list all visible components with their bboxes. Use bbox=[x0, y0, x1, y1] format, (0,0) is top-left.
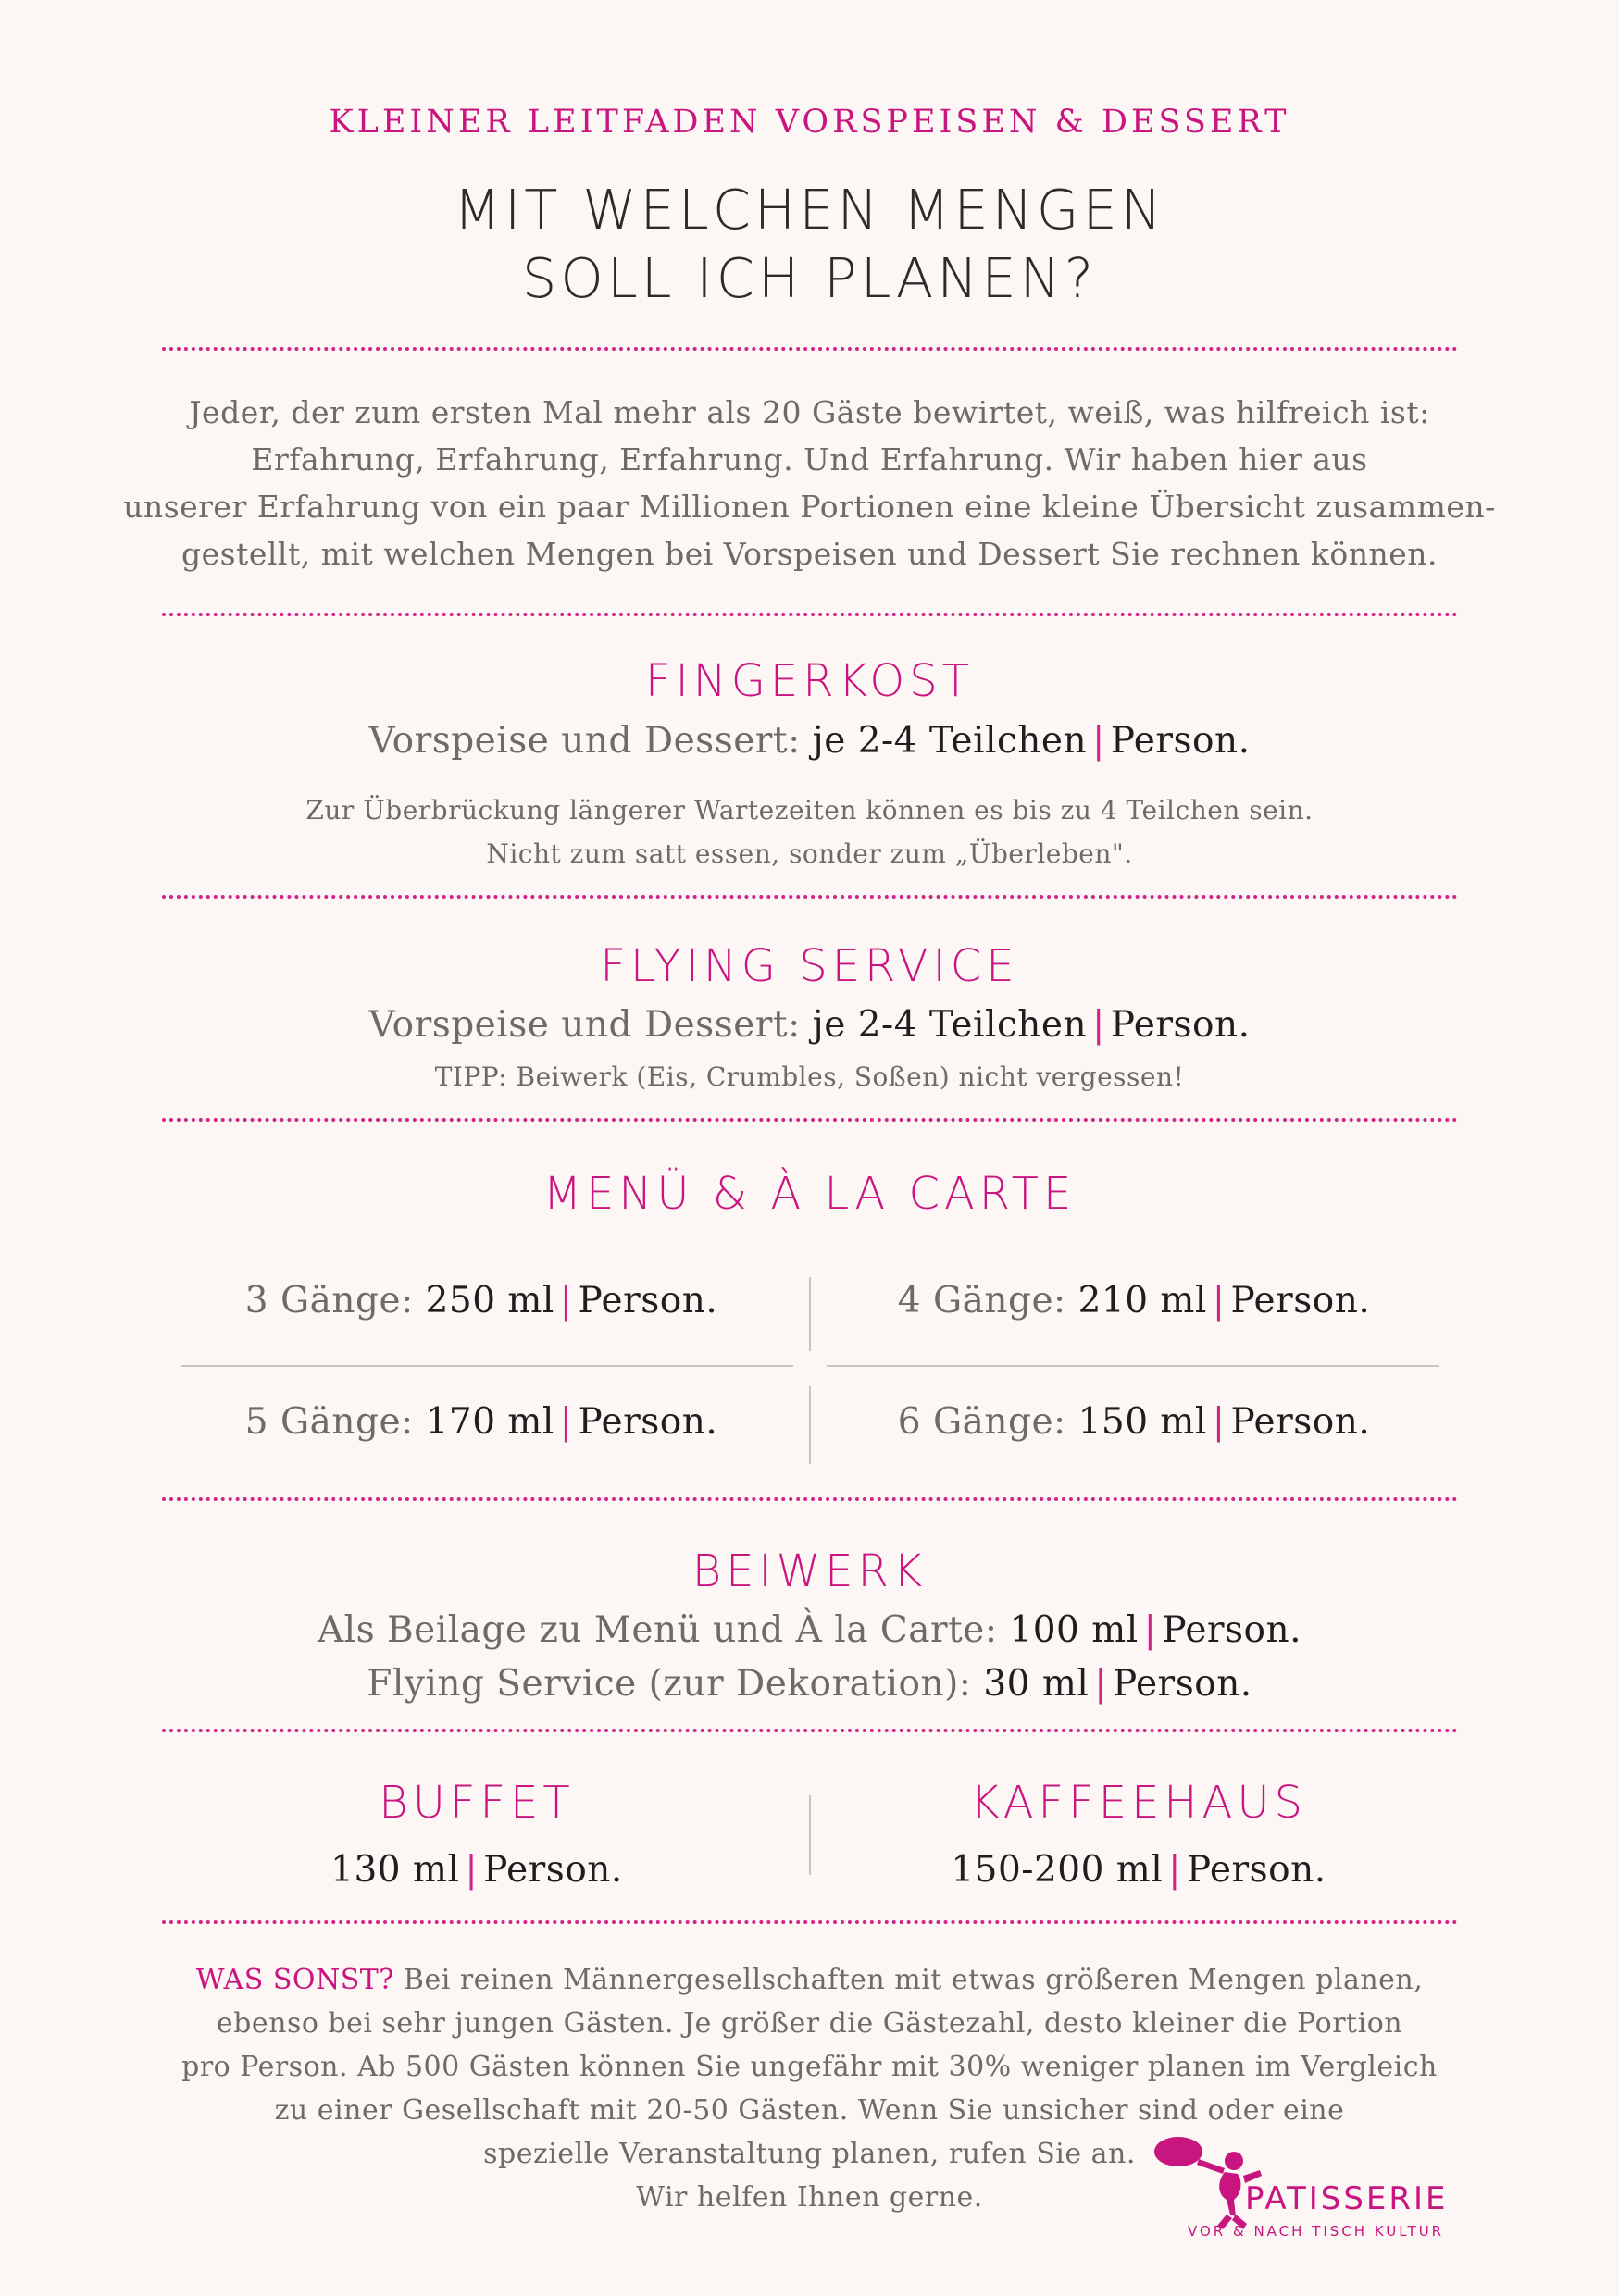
separator: | bbox=[1143, 1609, 1157, 1651]
flying-service-tip: TIPP: Beiwerk (Eis, Crumbles, Soßen) nicht vergessen! bbox=[434, 1061, 1185, 1092]
menu-item-label: 6 Gänge: bbox=[897, 1401, 1066, 1443]
grid-divider-vertical bbox=[809, 1795, 811, 1875]
menu-item-unit: Person. bbox=[1230, 1401, 1371, 1443]
separator: | bbox=[1212, 1280, 1226, 1322]
dotted-divider bbox=[162, 895, 1458, 899]
kaffeehaus-quantity bbox=[833, 1843, 1444, 1897]
grid-divider-horizontal bbox=[181, 1365, 793, 1367]
outro-line: spezielle Veranstaltung planen, rufen Sie an. bbox=[483, 2138, 1136, 2170]
grid-divider-vertical bbox=[809, 1386, 811, 1464]
separator: | bbox=[559, 1401, 573, 1443]
fingerkost-note bbox=[0, 788, 1619, 875]
menu-item-6-gaenge bbox=[828, 1396, 1439, 1449]
section-title-beiwerk: BEIWERK bbox=[691, 1545, 928, 1597]
buffet-quantity bbox=[171, 1843, 782, 1897]
separator: | bbox=[559, 1280, 573, 1322]
menu-item-unit: Person. bbox=[578, 1401, 718, 1443]
buffet-unit: Person. bbox=[483, 1849, 623, 1891]
page-title-line-1: MIT WELCHEN MENGEN bbox=[454, 178, 1165, 242]
quantity-label: Vorspeise und Dessert: bbox=[368, 720, 801, 762]
page-title bbox=[0, 176, 1619, 313]
menu-item-value: 170 ml bbox=[425, 1401, 554, 1443]
flying-service-quantity bbox=[0, 999, 1619, 1052]
beiwerk-item-beilage bbox=[0, 1604, 1619, 1657]
quantity-unit: Person. bbox=[1110, 1004, 1251, 1046]
separator: | bbox=[1094, 1663, 1107, 1705]
menu-item-4-gaenge bbox=[828, 1274, 1439, 1328]
menu-item-3-gaenge bbox=[176, 1274, 787, 1328]
outro-line-rest: Bei reinen Männergesellschaften mit etwas größeren Mengen planen, bbox=[393, 1964, 1424, 1996]
outro-line: zu einer Gesellschaft mit 20-50 Gästen. Wenn Sie unsicher sind oder eine bbox=[274, 2094, 1345, 2127]
quantity-value: je 2-4 Teilchen bbox=[812, 1004, 1088, 1046]
beiwerk-unit: Person. bbox=[1162, 1609, 1302, 1651]
section-title-buffet: BUFFET bbox=[379, 1777, 575, 1829]
menu-item-label: 4 Gänge: bbox=[897, 1280, 1066, 1322]
quantity-value: je 2-4 Teilchen bbox=[812, 720, 1088, 762]
separator: | bbox=[1092, 1004, 1105, 1046]
outro-line: pro Person. Ab 500 Gästen können Sie ungefähr mit 30% weniger planen im Vergleich bbox=[181, 2051, 1438, 2083]
beiwerk-unit: Person. bbox=[1112, 1663, 1252, 1705]
separator: | bbox=[1212, 1401, 1226, 1443]
dotted-divider bbox=[162, 613, 1458, 616]
separator: | bbox=[1092, 720, 1105, 762]
beiwerk-value: 30 ml bbox=[983, 1663, 1090, 1705]
dotted-divider bbox=[162, 1729, 1458, 1732]
grid-divider-horizontal bbox=[827, 1365, 1439, 1367]
eyebrow-title: KLEINER LEITFADEN VORSPEISEN & DESSERT bbox=[329, 104, 1290, 141]
buffet-value: 130 ml bbox=[330, 1849, 460, 1891]
menu-item-value: 210 ml bbox=[1077, 1280, 1207, 1322]
beiwerk-label: Als Beilage zu Menü und À la Carte: bbox=[317, 1609, 998, 1651]
section-title-fingerkost: FINGERKOST bbox=[645, 655, 974, 707]
grid-divider-vertical bbox=[809, 1277, 811, 1351]
note-line: Nicht zum satt essen, sonder zum „Überleben". bbox=[486, 838, 1133, 869]
intro-line: unserer Erfahrung von ein paar Millionen Portionen eine kleine Übersicht zusammen- bbox=[123, 489, 1496, 525]
dotted-divider bbox=[162, 1118, 1458, 1122]
menu-item-unit: Person. bbox=[578, 1280, 718, 1322]
dotted-divider bbox=[162, 1920, 1458, 1924]
intro-line: Erfahrung, Erfahrung, Erfahrung. Und Erfahrung. Wir haben hier aus bbox=[251, 441, 1368, 478]
menu-item-value: 150 ml bbox=[1077, 1401, 1207, 1443]
kaffeehaus-unit: Person. bbox=[1186, 1849, 1326, 1891]
quantity-unit: Person. bbox=[1110, 720, 1251, 762]
beiwerk-value: 100 ml bbox=[1009, 1609, 1139, 1651]
section-title-flying-service: FLYING SERVICE bbox=[600, 940, 1019, 992]
beiwerk-item-flying-service bbox=[0, 1657, 1619, 1711]
intro-line: gestellt, mit welchen Mengen bei Vorspeisen und Dessert Sie rechnen können. bbox=[181, 536, 1438, 572]
kaffeehaus-value: 150-200 ml bbox=[951, 1849, 1164, 1891]
separator: | bbox=[465, 1849, 479, 1891]
logo-name: PATISSERIE bbox=[1245, 2180, 1449, 2217]
outro-line bbox=[0, 1958, 1619, 2002]
fingerkost-quantity bbox=[0, 714, 1619, 768]
outro-line: ebenso bei sehr jungen Gästen. Je größer die Gästezahl, desto kleiner die Portion bbox=[216, 2007, 1403, 2040]
quantity-label: Vorspeise und Dessert: bbox=[368, 1004, 801, 1046]
section-title-menu: MENÜ & À LA CARTE bbox=[542, 1168, 1077, 1220]
dotted-divider bbox=[162, 347, 1458, 351]
section-title-kaffeehaus: KAFFEEHAUS bbox=[970, 1777, 1307, 1829]
outro-line: Wir helfen Ihnen gerne. bbox=[636, 2181, 983, 2214]
beiwerk-label: Flying Service (zur Dekoration): bbox=[367, 1663, 972, 1705]
menu-item-5-gaenge bbox=[176, 1396, 787, 1449]
intro-paragraph bbox=[0, 389, 1619, 577]
note-line: Zur Überbrückung längerer Wartezeiten können es bis zu 4 Teilchen sein. bbox=[305, 795, 1314, 825]
outro-highlight: WAS SONST? bbox=[195, 1964, 394, 1996]
intro-line: Jeder, der zum ersten Mal mehr als 20 Gäste bewirtet, weiß, was hilfreich ist: bbox=[189, 394, 1430, 430]
dotted-divider bbox=[162, 1497, 1458, 1501]
menu-item-unit: Person. bbox=[1230, 1280, 1371, 1322]
logo-tagline: VOR & NACH TISCH KULTUR bbox=[1188, 2223, 1445, 2240]
menu-item-label: 3 Gänge: bbox=[244, 1280, 414, 1322]
menu-item-label: 5 Gänge: bbox=[244, 1401, 414, 1443]
page-title-line-2: SOLL ICH PLANEN? bbox=[521, 246, 1098, 310]
menu-item-value: 250 ml bbox=[425, 1280, 554, 1322]
separator: | bbox=[1168, 1849, 1181, 1891]
